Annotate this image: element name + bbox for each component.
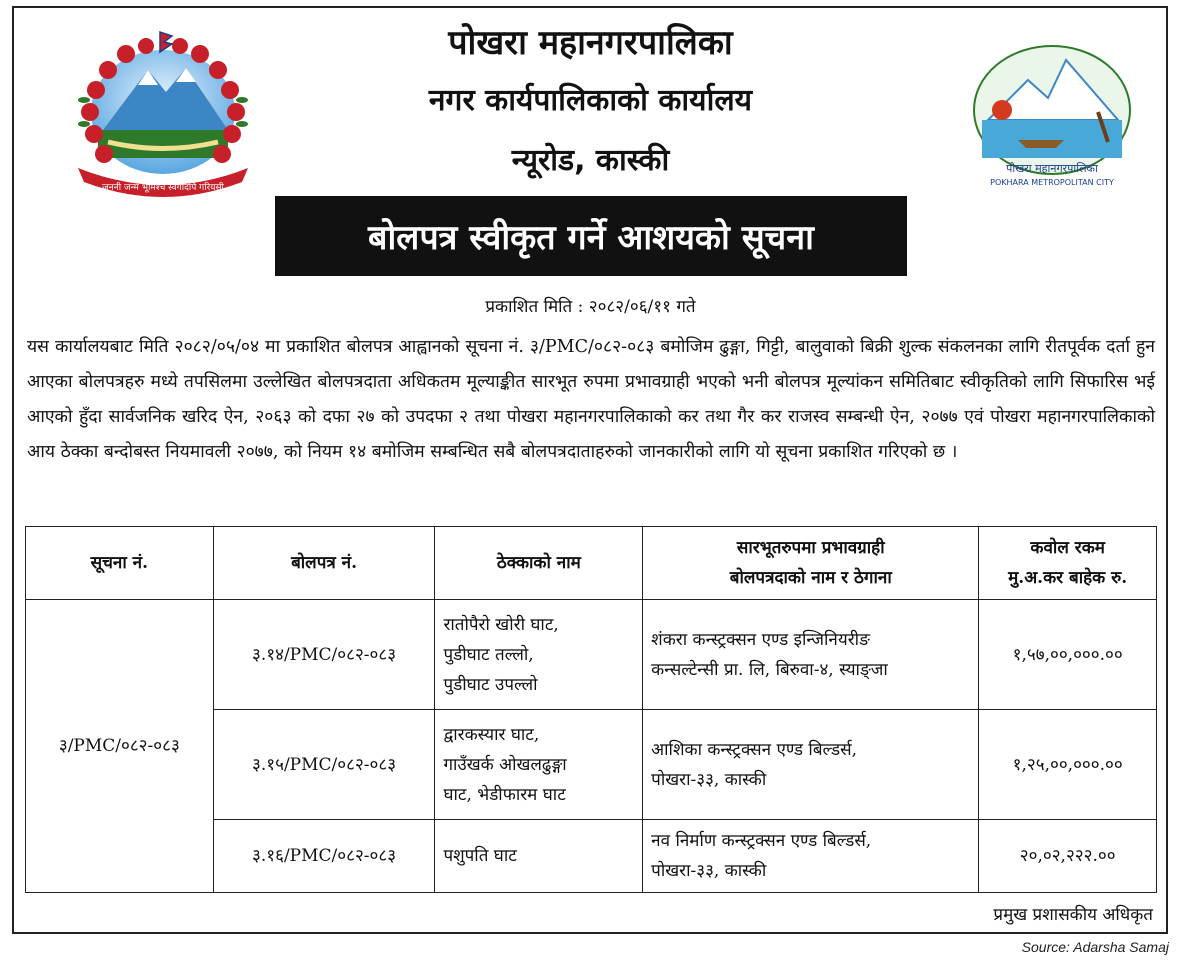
bidder-line: शंकरा कन्स्ट्रक्सन एण्ड इन्जिनियरीङ <box>651 629 870 650</box>
header-notice-no: सूचना नं. <box>26 527 214 600</box>
bid-number-cell: ३.१४/PMC/०८२-०८३ <box>213 600 435 710</box>
header-bidder-line2: बोलपत्रदाको नाम र ठेगाना <box>729 568 892 588</box>
header-amount-line2: मु.अ.कर बाहेक रु. <box>1008 568 1128 588</box>
contract-name-cell <box>435 820 643 893</box>
table-header-row <box>26 527 1157 600</box>
bidder-cell <box>643 600 979 710</box>
amount-cell: १,२५,००,०००.०० <box>979 710 1157 820</box>
bidder-line: कन्सल्टेन्सी प्रा. लि, बिरुवा-४, स्याङ्जा <box>651 659 888 680</box>
source-credit: Source: Adarsha Samaj <box>1021 939 1169 955</box>
award-table <box>25 526 1157 893</box>
header-amount-line1: कवोल रकम <box>1030 538 1105 558</box>
bidder-cell <box>643 820 979 893</box>
contract-line: पशुपति घाट <box>443 846 517 866</box>
notice-body: यस कार्यालयबाट मिति २०८२/०५/०४ मा प्रकाशित बोलपत्र आह्वानको सूचना नं. ३/PMC/०८२-०८३ बमोजिम ढुङ्गा, गिट्टी, बालुवाको बिक्री शुल्क संकलनका लागि रीतपूर्वक दर्ता हुन आएका बोलपत्रहरु मध्ये तपसिलमा उल्लेखित बोलपत्रदाता अधिकतम मूल्याङ्कीत सारभूत रुपमा प्रभावग्राही भएको भनी बोलपत्र मूल्यांकन समितिबाट स्वीकृतिको लागि सिफारिस भई आएको हुँदा सार्वजनिक खरिद ऐन, २०६३ को दफा २७ को उपदफा २ तथा पोखरा महानगरपालिकाको कर तथा गैर कर राजस्व सम्बन्धी ऐन, २०७७ एवं पोखरा महानगरपालिकाको आय ठेक्का बन्दोबस्त नियमावली २०७७, को नियम १४ बमोजिम सम्बन्धित सबै बोलपत्रदाताहरुको जानकारीको लागि यो सूचना प्रकाशित गरिएको छ । <box>27 337 1155 462</box>
bidder-line: पोखरा-३३, कास्की <box>651 769 767 790</box>
contract-line: पुडीघाट उपल्लो <box>443 674 538 695</box>
header-bidder-line1: सारभूतरुपमा प्रभावग्राही <box>736 538 885 558</box>
publication-date: प्रकाशित मिति : २०८२/०६/११ गते <box>485 297 696 317</box>
bidder-line: नव निर्माण कन्स्ट्रक्सन एण्ड बिल्डर्स, <box>651 831 872 851</box>
header-contract-name: ठेक्काको नाम <box>435 527 643 600</box>
signatory: प्रमुख प्रशासकीय अधिकृत <box>993 905 1153 925</box>
contract-line: द्वारकस्यार घाट, <box>443 724 540 745</box>
bidder-cell <box>643 710 979 820</box>
amount-cell: २०,०२,२२२.०० <box>979 820 1157 893</box>
amount-cell: १,५७,००,०००.०० <box>979 600 1157 710</box>
logo-name-np: पोखरा महानगरपालिका <box>1006 162 1098 175</box>
contract-line: पुडीघाट तल्लो, <box>443 644 534 665</box>
bidder-line: पोखरा-३३, कास्की <box>651 861 767 881</box>
bid-number-cell: ३.१६/PMC/०८२-०८३ <box>213 820 435 893</box>
header-bid-no: बोलपत्र नं. <box>213 527 435 600</box>
contract-name-cell <box>435 710 643 820</box>
logo-name-en: POKHARA METROPOLITAN CITY <box>990 178 1114 187</box>
bid-number-cell: ३.१५/PMC/०८२-०८३ <box>213 710 435 820</box>
contract-name-cell <box>435 600 643 710</box>
header-amount <box>979 527 1157 600</box>
notice-banner: बोलपत्र स्वीकृत गर्ने आशयको सूचना <box>275 196 907 276</box>
office-title: पोखरा महानगरपालिका <box>448 23 733 63</box>
contract-line: रातोपैरो खोरी घाट, <box>443 614 559 635</box>
emblem-motto: जननी जन्म भूमिश्च स्वर्गादपि गरियसी <box>102 183 224 193</box>
table-row <box>26 600 1157 710</box>
contract-line: घाट, भेडीफारम घाट <box>443 784 566 805</box>
notice-number-cell: ३/PMC/०८२-०८३ <box>26 600 214 893</box>
contract-line: गाउँखर्क ओखलढुङ्गा <box>443 754 567 775</box>
office-subtitle: नगर कार्यपालिकाको कार्यालय <box>428 83 753 118</box>
header-bidder <box>643 527 979 600</box>
bidder-line: आशिका कन्स्ट्रक्सन एण्ड बिल्डर्स, <box>651 739 858 760</box>
office-address: न्यूरोड, कास्की <box>511 143 670 178</box>
